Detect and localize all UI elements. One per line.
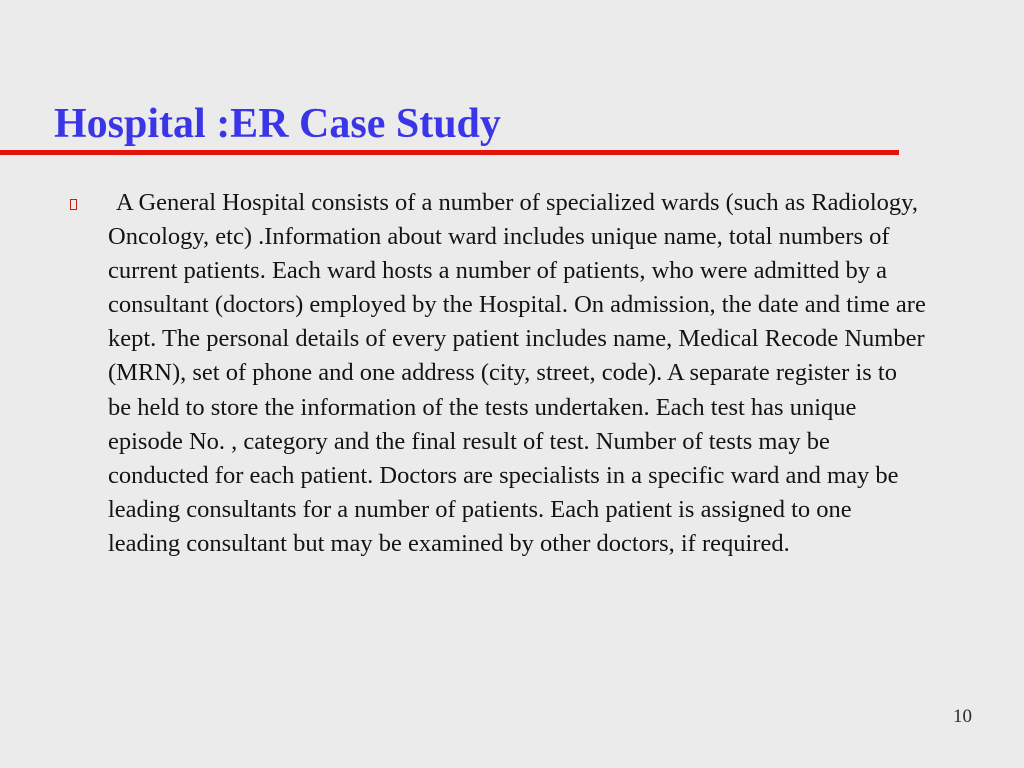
bullet-item xyxy=(66,186,926,561)
title-divider xyxy=(0,150,899,155)
bullet-marker-icon xyxy=(70,199,77,210)
bullet-list xyxy=(66,186,926,561)
slide-title: Hospital :ER Case Study xyxy=(54,101,501,147)
page-number: 10 xyxy=(953,706,972,727)
bullet-text: A General Hospital consists of a number of specialized wards (such as Radiology, Oncology, etc) .Information about ward includes unique name, total numbers of current patients. Each ward hosts a number of patients, who were admitted by a consultant (doctors) employed by the Hospital. On admission, the date and time are kept. The personal details of every patient includes name, Medical Recode Number (MRN), set of phone and one address (city, street, code). A separate register is to be held to store the information of the tests undertaken. Each test has unique episode No. , category and the final result of test. Number of tests may be conducted for each patient. Doctors are specialists in a specific ward and may be leading consultants for a number of patients. Each patient is assigned to one leading consultant but may be examined by other doctors, if required. xyxy=(108,189,926,557)
